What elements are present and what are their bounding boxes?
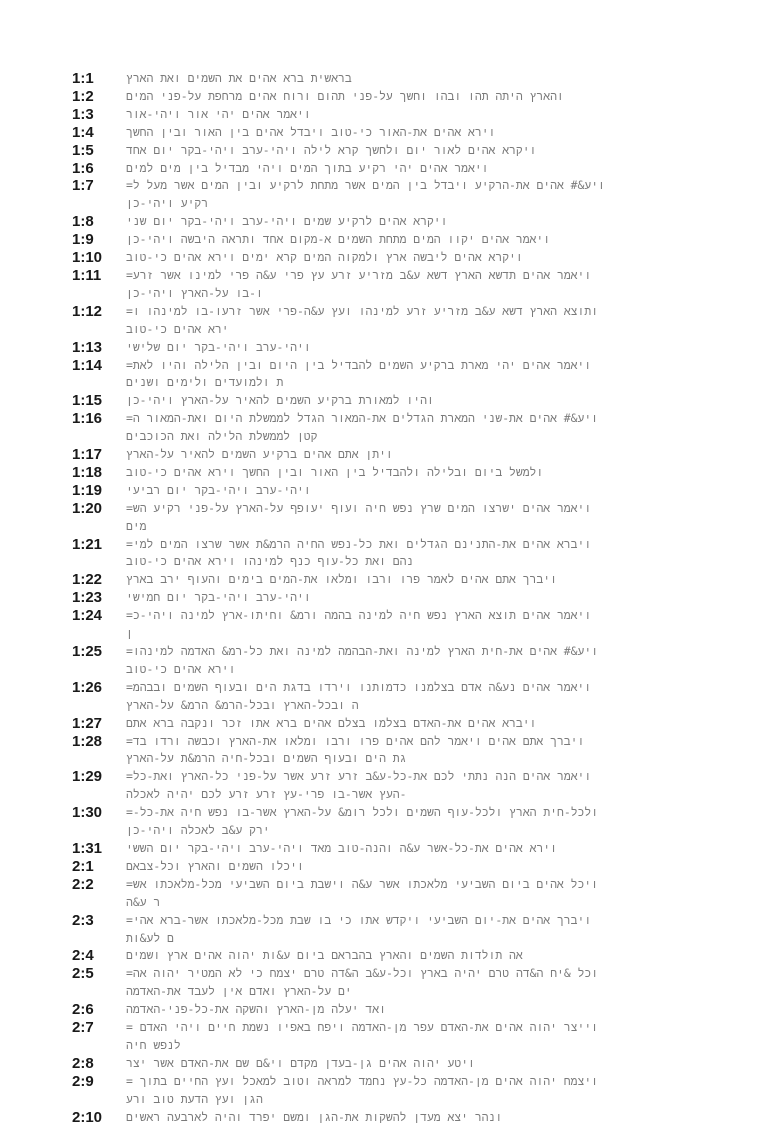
verse-reference: 1:27: [72, 714, 103, 732]
verse-text: ויטע יהוה אהים גן-בעדן מקדם וי&ם שם את-האדם אשר יצר: [126, 1055, 475, 1070]
verse-reference: 1:12: [72, 302, 103, 320]
verse-reference: 1:30: [72, 804, 103, 822]
verse-row: [72, 500, 692, 518]
verse-reference: 2:4: [72, 947, 94, 965]
verse-row: [72, 1019, 692, 1037]
verse-reference: 2:2: [72, 875, 94, 893]
verse-row: [72, 876, 692, 894]
verse-text: =-ולכל-חית הארץ ולכל-עוף השמים ולכל רומ& על-הארץ אשר-בו נפש חיה את-כל: [126, 805, 599, 820]
verse-row: [72, 715, 692, 733]
verse-text: ויברא אהים את-האדם בצלמו בצלם אהים ברא אתו זכר ונקבה ברא אתם: [126, 715, 537, 730]
verse-row: [72, 446, 692, 464]
verse-text: =ויברא אהים את-התנינם הגדלים ואת כל-נפש החיה הרמ&ת אשר שרצו המים למי: [126, 536, 592, 551]
verse-row: [72, 768, 692, 786]
verse-row: [72, 70, 692, 88]
verse-text: = ויצמח יהוה אהים מן-האדמה כל-עץ נחמד למראה וטוב למאכל ועץ החיים בתוך: [126, 1073, 598, 1088]
verse-text-continuation: גת הים ובעוף השמים ובכל-חיה הרמ&ת על-הארץ: [126, 751, 407, 766]
verse-text: ויקרא אהים ליבשה ארץ ולמקוה המים קרא ימים וירא אהים כי-טוב: [126, 250, 523, 265]
verse-row: [72, 339, 692, 357]
verse-text-continuation: ים על-הארץ ואדם אין לעבד את-האדמה: [126, 984, 352, 999]
verse-row: [72, 1001, 692, 1019]
verse-text: =ויע&# אהים את-חית הארץ למינה ואת-הבהמה למינה ואת כל-רמ& האדמה למינהו: [126, 644, 599, 658]
document-page: [72, 70, 692, 1126]
verse-reference: 2:3: [72, 911, 94, 929]
verse-row: [72, 231, 692, 249]
verse-reference: 1:17: [72, 446, 103, 464]
verse-text: =ויע&# אהים את-שני המארת הגדלים את-המאור הגדל לממשלת היום ואת-המאור ה: [126, 411, 599, 426]
verse-reference: 1:14: [72, 356, 103, 374]
verse-reference: 1:19: [72, 481, 103, 499]
verse-text: ויאמר אהים יקוו המים מתחת השמים א-מקום אחד ותראה היבשה ויהי-כן: [126, 232, 551, 247]
verse-text-continuation: קטן לממשלת הלילה ואת הכוכבים: [126, 429, 318, 444]
verse-text-continuation: לנפש חיה: [126, 1037, 181, 1052]
verse-row: [72, 177, 692, 195]
verse-row: [72, 124, 692, 142]
verse-reference: 2:5: [72, 965, 94, 983]
verse-row: [72, 947, 692, 965]
verse-text-continuation: ת ולמועדים ולימים ושנים: [126, 375, 284, 390]
verse-reference: 1:24: [72, 607, 103, 625]
verse-row: [72, 88, 692, 106]
verse-text: ואד יעלה מן-הארץ והשקה את-כל-פני-האדמה: [126, 1002, 386, 1017]
verse-text-continuation: ירק ע&ב לאכלה ויהי-כן: [126, 823, 270, 838]
verse-text: ויהי-ערב ויהי-בקר יום רביעי: [126, 482, 311, 497]
verse-row: [72, 1109, 692, 1126]
verse-reference: 1:22: [72, 571, 103, 589]
verse-text: אה תולדות השמים והארץ בהבראם ביום ע&ות יהוה אהים ארץ ושמים: [126, 948, 523, 963]
verse-text: =ויכל אהים ביום השביעי מלאכתו אשר ע&ה וישבת ביום השביעי מכל-מלאכתו אש: [126, 876, 598, 891]
verse-reference: 1:11: [72, 266, 102, 284]
verse-text: ונהר יצא מעדן להשקות את-הגן ומשם יפרד והיה לארבעה ראשים: [126, 1109, 503, 1124]
verse-reference: 1:20: [72, 499, 103, 517]
verse-reference: 1:2: [72, 87, 94, 105]
verse-reference: 1:23: [72, 589, 103, 607]
verse-row: [72, 643, 692, 661]
verse-text: ויהי-ערב ויהי-בקר יום חמישי: [126, 590, 311, 605]
verse-text: ויתן אתם אהים ברקיע השמים להאיר על-הארץ: [126, 447, 393, 462]
verse-row: [72, 1055, 692, 1073]
verse-text: =ותוצא הארץ דשא ע&ב מזריע זרע למינהו ועץ ע&ה-פרי אשר זרעו-בו למינהו ו: [126, 303, 599, 318]
verse-text-continuation: נהם ואת כל-עוף כנף למינהו וירא אהים כי-טוב: [126, 554, 414, 569]
verse-text: וירא אהים את-כל-אשר ע&ה והנה-טוב מאד ויהי-ערב ויהי-בקר יום הששי: [126, 840, 557, 855]
verse-row: [72, 536, 692, 554]
verse-text: ויכלו השמים והארץ וכל-צבאם: [126, 858, 304, 873]
verse-text: =ויברך אהים את-יום השביעי ויקדש אתו כי בו שבת מכל-מלאכתו אשר-ברא אהי: [126, 912, 592, 927]
verse-text: ויאמר אהים יהי אור ויהי-אור: [126, 106, 311, 121]
verse-reference: 1:26: [72, 678, 103, 696]
verse-row: [72, 571, 692, 589]
verse-reference: 1:18: [72, 463, 103, 481]
verse-reference: 1:9: [72, 231, 94, 249]
verse-reference: 2:9: [72, 1072, 94, 1090]
verse-text-continuation: ו-בו על-הארץ ויהי-כן: [126, 285, 263, 300]
verse-row: [72, 267, 692, 285]
verse-text: והארץ היתה תהו ובהו וחשך על-פני תהום ורוח אהים מרחפת על-פני המים: [126, 88, 564, 103]
verse-text-continuation: מים: [126, 518, 147, 533]
verse-reference: 2:6: [72, 1001, 94, 1019]
verse-reference: 1:31: [72, 839, 103, 857]
verse-text: =ויע&# אהים את-הרקיע ויבדל בין המים אשר מתחת לרקיע ובין המים אשר מעל ל: [126, 178, 605, 193]
verse-text-continuation: ירא אהים כי-טוב: [126, 321, 229, 336]
verse-text: =ויאמר אהים הנה נתתי לכם את-כל-ע&ב זרע זרע אשר על-פני כל-הארץ ואת-כל: [126, 769, 592, 784]
verse-text: ולמשל ביום ובלילה ולהבדיל בין האור ובין החשך וירא אהים כי-טוב: [126, 464, 544, 479]
verse-row: [72, 733, 692, 751]
verse-row: [72, 912, 692, 930]
verse-reference: 1:28: [72, 732, 103, 750]
verse-text: והיו למאורת ברקיע השמים להאיר על-הארץ ויהי-כן: [126, 393, 434, 408]
verse-text: =ויאמר אהים ישרצו המים שרץ נפש חיה ועוף יעופף על-הארץ על-פני רקיע הש: [126, 500, 592, 515]
verse-text: =ויאמר אהים תוצא הארץ נפש חיה למינה בהמה ורמ& וחיתו-ארץ למינה ויהי-כ: [126, 608, 592, 623]
verse-row: [72, 410, 692, 428]
verse-reference: 1:8: [72, 213, 94, 231]
verse-reference: 1:4: [72, 123, 94, 141]
verse-row: [72, 142, 692, 160]
verse-row: [72, 160, 692, 178]
verse-row: [72, 482, 692, 500]
verse-row: [72, 249, 692, 267]
verse-reference: 1:10: [72, 249, 103, 267]
verse-text-continuation: ר ע&ה: [126, 894, 161, 909]
verse-text: =ויברך אתם אהים ויאמר להם אהים פרו ורבו ומלאו את-הארץ וכבשה ורדו בד: [126, 733, 585, 748]
verse-row: [72, 840, 692, 858]
verse-row: [72, 965, 692, 983]
verse-reference: 2:1: [72, 857, 94, 875]
verse-row: [72, 106, 692, 124]
verse-text-continuation: ם לע&ות: [126, 930, 174, 945]
verse-row: [72, 392, 692, 410]
verse-text: בראשית ברא אהים את השמים ואת הארץ: [126, 71, 352, 85]
verse-text-continuation: וירא אהים כי-טוב: [126, 661, 236, 676]
verse-reference: 1:16: [72, 410, 103, 428]
verse-text: =וכל &יח ה&דה טרם יהיה בארץ וכל-ע&ב ה&דה טרם יצמח כי לא המטיר יהוה אה: [126, 966, 599, 981]
verse-reference: 1:7: [72, 177, 94, 195]
verse-reference: 1:13: [72, 338, 103, 356]
verse-row: [72, 607, 692, 625]
verse-reference: 1:3: [72, 105, 94, 123]
verse-reference: 1:15: [72, 392, 103, 410]
verse-text: =ויאמר אהים תדשא הארץ דשא ע&ב מזריע זרע עץ פרי ע&ה פרי למינו אשר זרע: [126, 267, 592, 282]
verse-text-continuation: ן: [126, 626, 133, 641]
verse-reference: 2:8: [72, 1054, 94, 1072]
verse-text: =ויאמר אהים יהי מארת ברקיע השמים להבדיל בין היום ובין הלילה והיו לאת: [126, 357, 592, 372]
verse-reference: 1:5: [72, 141, 94, 159]
verse-text: ויקרא אהים לרקיע שמים ויהי-ערב ויהי-בקר יום שני: [126, 214, 448, 229]
verse-reference: 2:10: [72, 1108, 103, 1126]
verse-text: ויאמר אהים יהי רקיע בתוך המים ויהי מבדיל בין מים למים: [126, 160, 489, 175]
verse-row: [72, 213, 692, 231]
verse-row: [72, 679, 692, 697]
verse-reference: 1:1: [72, 70, 94, 87]
verse-row: [72, 858, 692, 876]
verse-reference: 1:29: [72, 768, 103, 786]
verse-reference: 1:25: [72, 643, 103, 660]
verse-text: ויברך אתם אהים לאמר פרו ורבו ומלאו את-המים בימים והעוף ירב בארץ: [126, 572, 557, 587]
verse-row: [72, 464, 692, 482]
verse-text: ויהי-ערב ויהי-בקר יום שלישי: [126, 339, 311, 354]
verse-text: = וייצר יהוה אהים את-האדם עפר מן-האדמה ויפח באפיו נשמת חיים ויהי האדם: [126, 1020, 598, 1035]
verse-row: [72, 589, 692, 607]
verse-text: =ויאמר אהים נע&ה אדם בצלמנו כדמותנו וירדו בדגת הים ובעוף השמים ובבהמ: [126, 679, 592, 694]
verse-row: [72, 303, 692, 321]
verse-text-continuation: ה ובכל-הארץ ובכל-הרמ& הרמ& על-הארץ: [126, 697, 359, 712]
verse-text-continuation: העץ אשר-בו פרי-עץ זרע זרע לכם יהיה לאכלה-: [126, 787, 407, 802]
verse-reference: 2:7: [72, 1019, 94, 1037]
verse-text-continuation: הגן ועץ הדעת טוב ורע: [126, 1091, 263, 1106]
verse-row: [72, 804, 692, 822]
verse-text-continuation: רקיע ויהי-כן: [126, 196, 209, 211]
verse-reference: 1:6: [72, 159, 94, 177]
verse-row: [72, 1073, 692, 1091]
verse-row: [72, 357, 692, 375]
verse-reference: 1:21: [72, 535, 103, 553]
verse-text: ויקרא אהים לאור יום ולחשך קרא לילה ויהי-ערב ויהי-בקר יום אחד: [126, 142, 537, 157]
verse-text: וירא אהים את-האור כי-טוב ויבדל אהים בין האור ובין החשך: [126, 124, 496, 139]
